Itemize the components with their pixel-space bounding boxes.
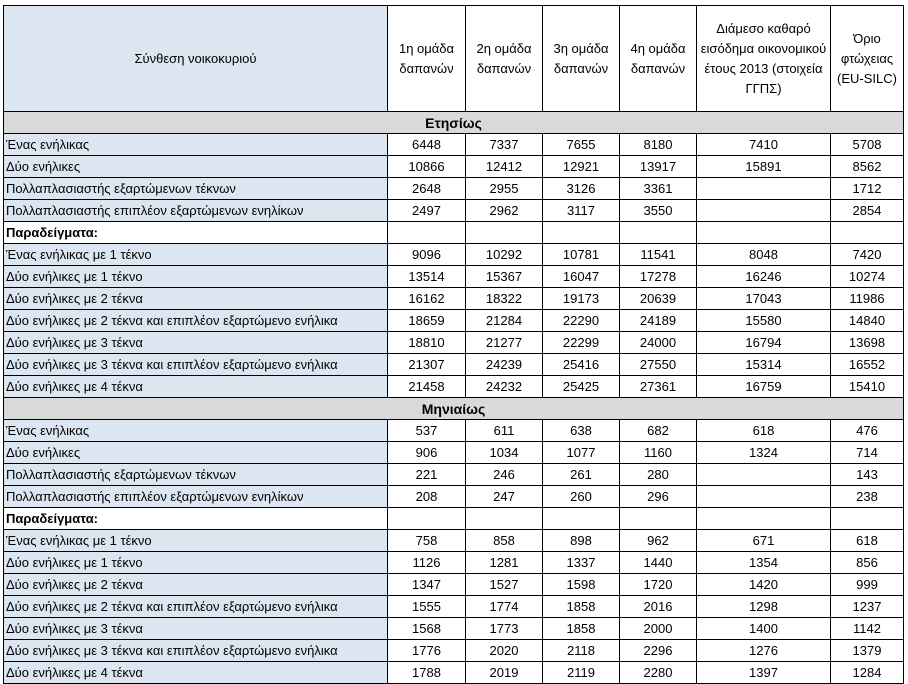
cell-group-2: 10292 [466, 244, 543, 266]
cell-poverty-line: 714 [831, 442, 904, 464]
row-label: Δύο ενήλικες με 2 τέκνα και επιπλέον εξαρτώμενο ενήλικα [4, 310, 388, 332]
cell-group-3: 12921 [543, 156, 620, 178]
cell-poverty-line: 1712 [831, 178, 904, 200]
cell-median-income: 1397 [697, 662, 831, 684]
table-row [4, 200, 904, 222]
cell-group-3: 898 [543, 530, 620, 552]
row-label: Δύο ενήλικες με 4 τέκνα [4, 376, 388, 398]
cell-poverty-line: 476 [831, 420, 904, 442]
section-title: Μηνιαίως [4, 398, 904, 420]
cell-group-3: 10781 [543, 244, 620, 266]
cell-group-1: 906 [388, 442, 466, 464]
table-row [4, 244, 904, 266]
cell-group-4: 2296 [620, 640, 697, 662]
cell-median-income: 1324 [697, 442, 831, 464]
header-group-1: 1η ομάδα δαπανών [388, 6, 466, 112]
cell-group-1: 1568 [388, 618, 466, 640]
cell-median-income [697, 178, 831, 200]
row-label: Δύο ενήλικες με 3 τέκνα και επιπλέον εξαρτώμενο ενήλικα [4, 640, 388, 662]
cell-group-2: 12412 [466, 156, 543, 178]
cell-group-1: 1126 [388, 552, 466, 574]
table-row [4, 134, 904, 156]
cell-group-4: 3550 [620, 200, 697, 222]
section-row [4, 398, 904, 420]
cell-group-2: 1281 [466, 552, 543, 574]
table-row [4, 486, 904, 508]
cell-median-income: 17043 [697, 288, 831, 310]
cell-group-2: 15367 [466, 266, 543, 288]
row-label: Δύο ενήλικες με 2 τέκνα [4, 574, 388, 596]
cell-group-4: 1160 [620, 442, 697, 464]
cell-median-income [697, 200, 831, 222]
cell-median-income: 1400 [697, 618, 831, 640]
cell-group-2: 1034 [466, 442, 543, 464]
cell-poverty-line: 143 [831, 464, 904, 486]
cell-group-1: 208 [388, 486, 466, 508]
cell-group-2: 21284 [466, 310, 543, 332]
table-row [4, 464, 904, 486]
row-label: Ένας ενήλικας [4, 134, 388, 156]
cell-group-2: 7337 [466, 134, 543, 156]
table-row [4, 178, 904, 200]
table-row [4, 332, 904, 354]
cell-poverty-line: 1142 [831, 618, 904, 640]
cell-group-3: 638 [543, 420, 620, 442]
cell-group-3: 22299 [543, 332, 620, 354]
cell-group-3: 261 [543, 464, 620, 486]
cell-group-2: 18322 [466, 288, 543, 310]
cell-median-income: 618 [697, 420, 831, 442]
row-label: Δύο ενήλικες με 1 τέκνο [4, 552, 388, 574]
cell-poverty-line [831, 222, 904, 244]
cell-group-1: 21458 [388, 376, 466, 398]
table-row [4, 288, 904, 310]
cell-median-income [697, 464, 831, 486]
header-row [4, 6, 904, 112]
header-household-composition: Σύνθεση νοικοκυριού [4, 6, 388, 112]
header-group-3: 3η ομάδα δαπανών [543, 6, 620, 112]
cell-group-2: 246 [466, 464, 543, 486]
cell-median-income: 15891 [697, 156, 831, 178]
row-label: Δύο ενήλικες με 3 τέκνα [4, 618, 388, 640]
table-row [4, 376, 904, 398]
cell-median-income: 7410 [697, 134, 831, 156]
table-row [4, 354, 904, 376]
cell-poverty-line: 1237 [831, 596, 904, 618]
cell-group-2: 2955 [466, 178, 543, 200]
budget-table [3, 5, 904, 684]
header-poverty-line: Όριο φτώχειας (EU-SILC) [831, 6, 904, 112]
cell-group-2: 24232 [466, 376, 543, 398]
cell-median-income: 16794 [697, 332, 831, 354]
cell-group-3: 1858 [543, 618, 620, 640]
cell-group-1: 1776 [388, 640, 466, 662]
cell-group-1 [388, 222, 466, 244]
cell-group-4: 27361 [620, 376, 697, 398]
examples-row [4, 222, 904, 244]
cell-poverty-line: 999 [831, 574, 904, 596]
cell-median-income: 1354 [697, 552, 831, 574]
cell-group-2: 611 [466, 420, 543, 442]
cell-group-4: 27550 [620, 354, 697, 376]
cell-poverty-line: 10274 [831, 266, 904, 288]
cell-median-income [697, 486, 831, 508]
cell-poverty-line [831, 508, 904, 530]
cell-median-income [697, 222, 831, 244]
table-row [4, 420, 904, 442]
cell-group-1: 18810 [388, 332, 466, 354]
table-row [4, 310, 904, 332]
cell-group-1: 16162 [388, 288, 466, 310]
row-label: Παραδείγματα: [4, 222, 388, 244]
cell-group-4: 296 [620, 486, 697, 508]
cell-poverty-line: 11986 [831, 288, 904, 310]
table-row [4, 156, 904, 178]
cell-median-income: 671 [697, 530, 831, 552]
table-row [4, 530, 904, 552]
cell-group-4: 682 [620, 420, 697, 442]
cell-group-1 [388, 508, 466, 530]
cell-group-1: 2497 [388, 200, 466, 222]
cell-poverty-line: 856 [831, 552, 904, 574]
cell-group-3: 2118 [543, 640, 620, 662]
cell-poverty-line: 1379 [831, 640, 904, 662]
header-group-2: 2η ομάδα δαπανών [466, 6, 543, 112]
cell-poverty-line: 618 [831, 530, 904, 552]
row-label: Δύο ενήλικες με 2 τέκνα και επιπλέον εξαρτώμενο ενήλικα [4, 596, 388, 618]
section-title: Ετησίως [4, 112, 904, 134]
cell-poverty-line: 5708 [831, 134, 904, 156]
cell-group-3: 1337 [543, 552, 620, 574]
cell-group-2 [466, 222, 543, 244]
cell-group-2 [466, 508, 543, 530]
cell-group-3: 260 [543, 486, 620, 508]
cell-poverty-line: 15410 [831, 376, 904, 398]
cell-group-1: 18659 [388, 310, 466, 332]
cell-group-4: 24000 [620, 332, 697, 354]
cell-group-4: 962 [620, 530, 697, 552]
cell-poverty-line: 238 [831, 486, 904, 508]
table-row [4, 574, 904, 596]
table-row [4, 266, 904, 288]
cell-group-4: 13917 [620, 156, 697, 178]
row-label: Δύο ενήλικες με 4 τέκνα [4, 662, 388, 684]
cell-median-income: 1298 [697, 596, 831, 618]
cell-group-1: 6448 [388, 134, 466, 156]
cell-group-2: 247 [466, 486, 543, 508]
cell-group-2: 21277 [466, 332, 543, 354]
cell-group-3: 16047 [543, 266, 620, 288]
cell-group-1: 13514 [388, 266, 466, 288]
table-body [4, 112, 904, 684]
cell-median-income: 16759 [697, 376, 831, 398]
cell-group-3: 1858 [543, 596, 620, 618]
cell-median-income: 16246 [697, 266, 831, 288]
row-label: Δύο ενήλικες με 3 τέκνα και επιπλέον εξαρτώμενο ενήλικα [4, 354, 388, 376]
cell-group-3: 1598 [543, 574, 620, 596]
cell-group-4: 2000 [620, 618, 697, 640]
cell-group-2: 1774 [466, 596, 543, 618]
cell-group-1: 1788 [388, 662, 466, 684]
cell-group-4: 24189 [620, 310, 697, 332]
row-label: Πολλαπλασιαστής εξαρτώμενων τέκνων [4, 464, 388, 486]
cell-group-3: 2119 [543, 662, 620, 684]
cell-poverty-line: 1284 [831, 662, 904, 684]
table-row [4, 640, 904, 662]
examples-row [4, 508, 904, 530]
cell-median-income: 1276 [697, 640, 831, 662]
cell-group-2: 2962 [466, 200, 543, 222]
cell-group-4: 3361 [620, 178, 697, 200]
header-median-income: Διάμεσο καθαρό εισόδημα οικονομικού έτους 2013 (στοιχεία ΓΓΠΣ) [697, 6, 831, 112]
cell-group-1: 9096 [388, 244, 466, 266]
row-label: Ένας ενήλικας [4, 420, 388, 442]
cell-median-income: 15580 [697, 310, 831, 332]
cell-group-4: 2016 [620, 596, 697, 618]
cell-group-4: 2280 [620, 662, 697, 684]
cell-group-3: 3117 [543, 200, 620, 222]
cell-group-4: 1440 [620, 552, 697, 574]
cell-group-3: 25425 [543, 376, 620, 398]
cell-poverty-line: 2854 [831, 200, 904, 222]
cell-group-4: 20639 [620, 288, 697, 310]
table-row [4, 618, 904, 640]
cell-group-4: 8180 [620, 134, 697, 156]
cell-median-income [697, 508, 831, 530]
cell-group-4: 1720 [620, 574, 697, 596]
row-label: Ένας ενήλικας με 1 τέκνο [4, 244, 388, 266]
row-label: Πολλαπλασιαστής εξαρτώμενων τέκνων [4, 178, 388, 200]
cell-group-3 [543, 508, 620, 530]
cell-median-income: 1420 [697, 574, 831, 596]
cell-group-1: 221 [388, 464, 466, 486]
row-label: Δύο ενήλικες [4, 156, 388, 178]
cell-group-3: 1077 [543, 442, 620, 464]
row-label: Δύο ενήλικες με 1 τέκνο [4, 266, 388, 288]
cell-group-1: 758 [388, 530, 466, 552]
cell-group-3: 22290 [543, 310, 620, 332]
row-label: Δύο ενήλικες με 2 τέκνα [4, 288, 388, 310]
cell-group-3 [543, 222, 620, 244]
header-group-4: 4η ομάδα δαπανών [620, 6, 697, 112]
cell-group-2: 1527 [466, 574, 543, 596]
cell-group-1: 1347 [388, 574, 466, 596]
cell-poverty-line: 8562 [831, 156, 904, 178]
cell-median-income: 15314 [697, 354, 831, 376]
cell-group-1: 1555 [388, 596, 466, 618]
cell-poverty-line: 14840 [831, 310, 904, 332]
cell-group-1: 537 [388, 420, 466, 442]
row-label: Ένας ενήλικας με 1 τέκνο [4, 530, 388, 552]
row-label: Δύο ενήλικες [4, 442, 388, 464]
cell-poverty-line: 13698 [831, 332, 904, 354]
cell-group-4: 11541 [620, 244, 697, 266]
cell-poverty-line: 7420 [831, 244, 904, 266]
cell-group-2: 24239 [466, 354, 543, 376]
cell-group-2: 858 [466, 530, 543, 552]
cell-group-3: 25416 [543, 354, 620, 376]
row-label: Πολλαπλασιαστής επιπλέον εξαρτώμενων ενηλίκων [4, 486, 388, 508]
cell-poverty-line: 16552 [831, 354, 904, 376]
row-label: Παραδείγματα: [4, 508, 388, 530]
cell-group-4 [620, 222, 697, 244]
cell-group-1: 21307 [388, 354, 466, 376]
cell-group-2: 1773 [466, 618, 543, 640]
cell-median-income: 8048 [697, 244, 831, 266]
cell-group-4: 17278 [620, 266, 697, 288]
cell-group-3: 3126 [543, 178, 620, 200]
cell-group-3: 7655 [543, 134, 620, 156]
cell-group-1: 2648 [388, 178, 466, 200]
table-row [4, 442, 904, 464]
cell-group-1: 10866 [388, 156, 466, 178]
cell-group-3: 19173 [543, 288, 620, 310]
cell-group-2: 2019 [466, 662, 543, 684]
table-row [4, 596, 904, 618]
row-label: Πολλαπλασιαστής επιπλέον εξαρτώμενων ενηλίκων [4, 200, 388, 222]
cell-group-4 [620, 508, 697, 530]
row-label: Δύο ενήλικες με 3 τέκνα [4, 332, 388, 354]
cell-group-2: 2020 [466, 640, 543, 662]
section-row [4, 112, 904, 134]
table-row [4, 552, 904, 574]
cell-group-4: 280 [620, 464, 697, 486]
